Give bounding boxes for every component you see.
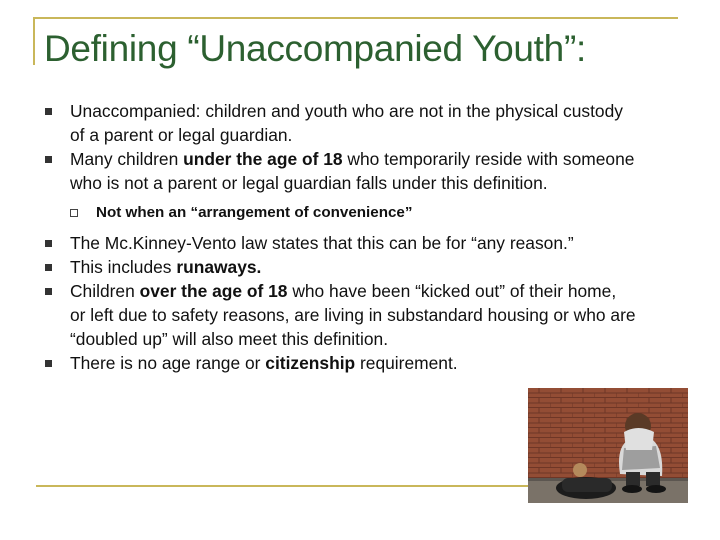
bullet-text: [70, 149, 634, 193]
bullet-emphasis: runaways.: [176, 257, 262, 277]
bullet-segment: Children: [70, 281, 140, 301]
square-bullet-icon: [45, 108, 52, 115]
bullet-emphasis: under the age of 18: [183, 149, 343, 169]
bullet-text: [70, 233, 574, 253]
bullet-item: [36, 147, 636, 195]
bullet-segment: requirement.: [355, 353, 458, 373]
square-bullet-icon: [45, 288, 52, 295]
child-sitting-by-wall-image: [528, 388, 688, 503]
bullet-emphasis: citizenship: [265, 353, 356, 373]
bullet-list: [36, 99, 636, 375]
bullet-item: [36, 255, 636, 279]
sub-bullet-item: [36, 202, 636, 224]
bullet-item: [36, 99, 636, 147]
bullet-item: [36, 231, 636, 255]
square-bullet-icon: [45, 240, 52, 247]
bullet-text: [70, 101, 623, 145]
hollow-square-bullet-icon: [70, 209, 78, 217]
child-photo: [528, 388, 688, 503]
bullet-segment: There is no age range or: [70, 353, 266, 373]
bullet-segment: Many children: [70, 149, 184, 169]
square-bullet-icon: [45, 264, 52, 271]
slide-title: Defining “Unaccompanied Youth”:: [44, 28, 586, 69]
bullet-segment: This includes: [70, 257, 177, 277]
title-frame-left-line: [33, 17, 35, 65]
bullet-item: [36, 279, 636, 351]
bullet-emphasis: over the age of 18: [139, 281, 288, 301]
square-bullet-icon: [45, 156, 52, 163]
bullet-segment: The Mc.Kinney-Vento law states that this can be for “any reason.”: [70, 233, 574, 253]
bullet-text: [70, 281, 636, 349]
bullet-text: [70, 257, 261, 277]
square-bullet-icon: [45, 360, 52, 367]
bullet-text: [70, 353, 458, 373]
bullet-item: [36, 351, 636, 375]
sub-bullet-text: Not when an “arrangement of convenience”: [96, 204, 413, 221]
title-frame-top-line: [33, 17, 678, 19]
bullet-segment: who have been “kicked out” of their home, or left due to safety reasons, are living in substandard housing or who are “doubled up” will also meet this definition.: [70, 281, 636, 349]
bullet-segment: Unaccompanied: children and youth who are not in the physical custody of a parent or legal guardian.: [70, 101, 623, 145]
bullet-segment: who temporarily reside with someone who is not a parent or legal guardian falls under this definition.: [70, 149, 635, 193]
footer-accent-line: [36, 485, 528, 487]
